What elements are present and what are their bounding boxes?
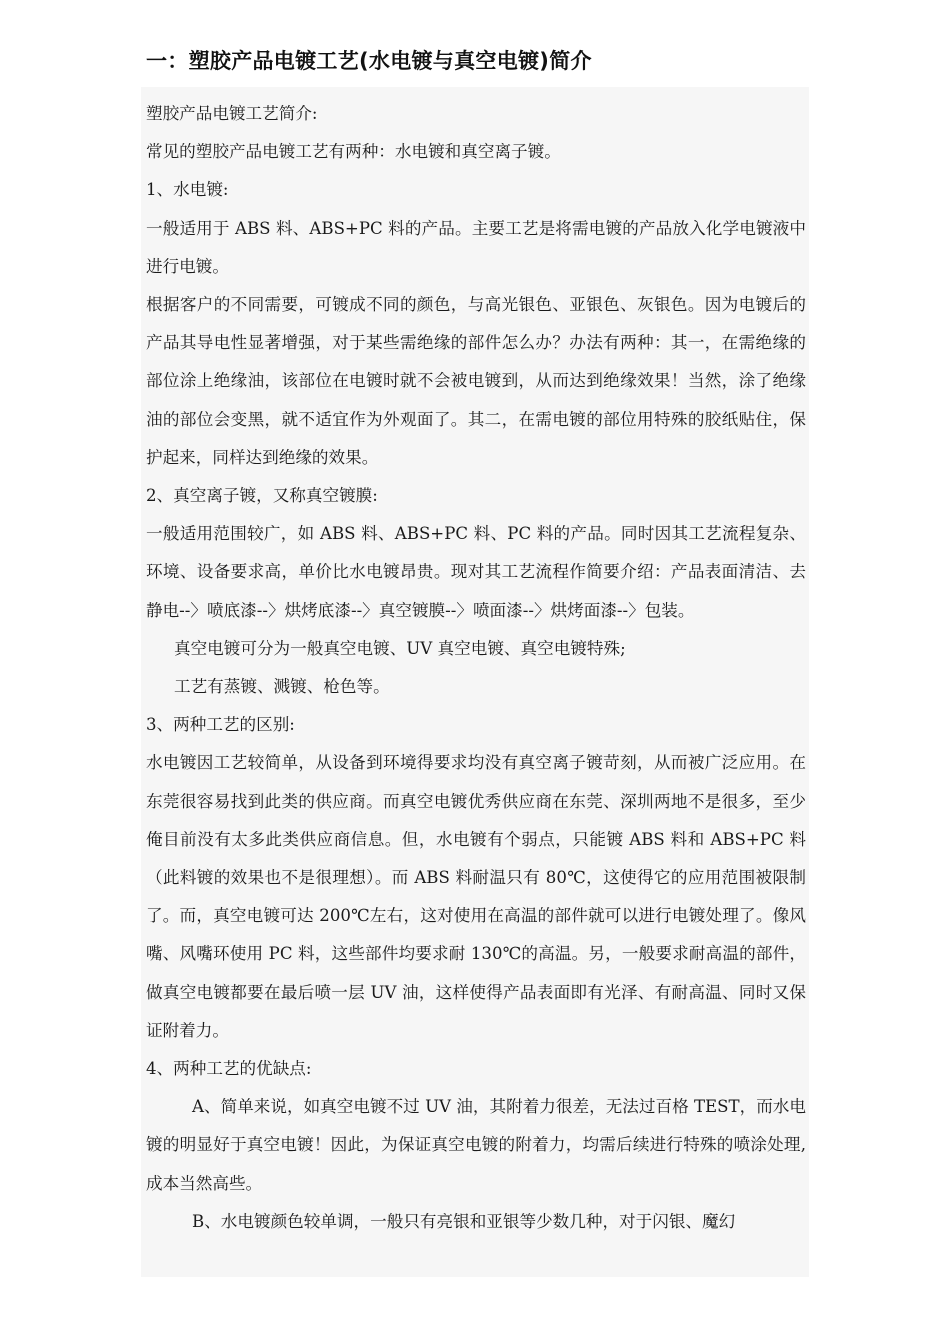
document-title: 一：塑胶产品电镀工艺(水电镀与真空电镀)简介 [146, 49, 592, 73]
paragraph: 一般适用范围较广，如 ABS 料、ABS+PC 料、PC 料的产品。同时因其工艺流程复杂、环境、设备要求高，单价比水电镀昂贵。现对其工艺流程作简要介绍：产品表面清洁、去静电--〉喷底漆--〉烘烤底漆--〉真空镀膜--〉喷面漆--〉烘烤面漆--〉包装。 [146, 524, 806, 620]
indented-paragraph: A、简单来说，如真空电镀不过 UV 油，其附着力很差，无法过百格 TEST，而水电镀的明显好于真空电镀！因此，为保证真空电镀的附着力，均需后续进行特殊的喷涂处理,成本当然高些。 [146, 1097, 806, 1193]
indented-paragraph: 真空电镀可分为一般真空电镀、UV 真空电镀、真空电镀特殊; [174, 638, 626, 658]
intro-paragraph: 常见的塑胶产品电镀工艺有两种：水电镀和真空离子镀。 [146, 142, 561, 162]
paragraph: 一般适用于 ABS 料、ABS+PC 料的产品。主要工艺是将需电镀的产品放入化学电镀液中进行电镀。 [146, 218, 806, 276]
indented-paragraph: 工艺有蒸镀、溅镀、枪色等。 [174, 677, 390, 697]
content-text [146, 95, 806, 1241]
indented-paragraph: B、水电镀颜色较单调，一般只有亮银和亚银等少数几种，对于闪银、魔幻 [192, 1211, 736, 1231]
section-heading-2: 2、真空离子镀，又称真空镀膜: [146, 486, 378, 506]
intro-heading: 塑胶产品电镀工艺简介: [146, 104, 318, 123]
paragraph: 根据客户的不同需要，可镀成不同的颜色，与高光银色、亚银色、灰银色。因为电镀后的产品其导电性显著增强，对于某些需绝缘的部件怎么办？办法有两种：其一，在需绝缘的部位涂上绝缘油，该部位在电镀时就不会被电镀到，从而达到绝缘效果！当然，涂了绝缘油的部位会变黑，就不适宜作为外观面了。其二，在需电镀的部位用特殊的胶纸贴住，保护起来，同样达到绝缘的效果。 [146, 295, 806, 467]
section-heading-4: 4、两种工艺的优缺点: [146, 1059, 312, 1079]
content-block [141, 87, 809, 1277]
paragraph: 水电镀因工艺较简单，从设备到环境得要求均没有真空离子镀苛刻，从而被广泛应用。在东莞很容易找到此类的供应商。而真空电镀优秀供应商在东莞、深圳两地不是很多，至少俺目前没有太多此类供应商信息。但，水电镀有个弱点，只能镀 ABS 料和 ABS+PC 料（此料镀的效果也不是很理想）。而 ABS 料耐温只有 80℃，这使得它的应用范围被限制了。而，真空电镀可达 200℃左右，这对使用在高温的部件就可以进行电镀处理了。像风嘴、风嘴环使用 PC 料，这些部件均要求耐 130℃的高温。另，一般要求耐高温的部件，做真空电镀都要在最后喷一层 UV 油，这样使得产品表面即有光泽、有耐高温、同时又保证附着力。 [146, 753, 806, 1040]
section-heading-3: 3、两种工艺的区别: [146, 715, 295, 735]
section-heading-1: 1、水电镀: [146, 180, 229, 200]
